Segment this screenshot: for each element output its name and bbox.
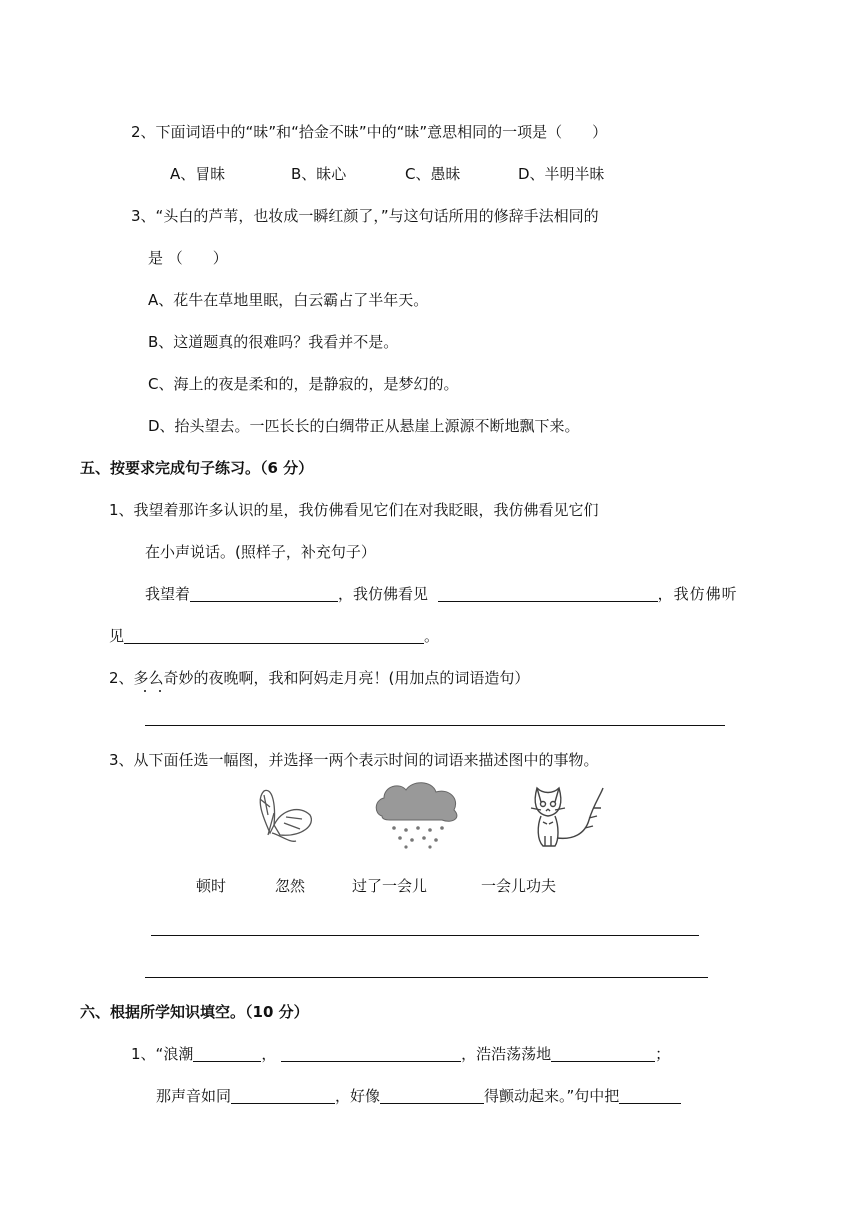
rain-cloud-icon — [372, 778, 464, 850]
q2-option-a: A、冒昧 — [170, 165, 226, 183]
sec5-q2-text: 2、多么奇妙的夜晚啊，我和阿妈走月亮！(用加点的词语造句） — [109, 669, 530, 687]
time-word: 一会儿功夫 — [481, 877, 557, 895]
sec5-q1-line1: 1、我望着那许多认识的星，我仿佛看见它们在对我眨眼，我仿佛看见它们 — [109, 501, 599, 519]
q3-option-d: D、抬头望去。一匹长长的白绸带正从悬崖上源源不断地飘下来。 — [148, 417, 580, 435]
question-3-stem-line2: 是 （ ） — [148, 249, 228, 267]
fill-prefix: 见 — [109, 627, 125, 645]
cat-icon — [523, 780, 609, 852]
section-6-heading: 六、根据所学知识填空。（10 分） — [80, 1003, 309, 1021]
fill-mid: ， — [261, 1045, 277, 1063]
q2-option-d: D、半明半昧 — [518, 165, 605, 183]
answer-blank[interactable] — [190, 586, 338, 602]
section-5-heading: 五、按要求完成句子练习。（6 分） — [80, 459, 314, 477]
q3-option-c: C、海上的夜是柔和的，是静寂的，是梦幻的。 — [148, 375, 459, 393]
fill-mid: 得颤动起来。”句中把 — [484, 1087, 620, 1105]
fill-mid: ，我仿佛看见 — [338, 585, 429, 603]
answer-blank[interactable] — [619, 1088, 681, 1104]
butterfly-icon — [250, 785, 322, 847]
sec5-q1-fill-row — [145, 584, 738, 604]
q2-option-c: C、愚昧 — [405, 165, 461, 183]
answer-blank[interactable] — [380, 1088, 484, 1104]
answer-line[interactable] — [151, 935, 699, 936]
answer-line[interactable] — [145, 977, 708, 978]
answer-blank[interactable] — [193, 1046, 261, 1062]
fill-end: 。 — [424, 627, 440, 645]
fill-prefix: 那声音如同 — [156, 1087, 232, 1105]
fill-prefix: 1、“浪潮 — [131, 1045, 194, 1063]
emphasis-dot — [159, 690, 161, 692]
question-2-stem: 2、下面词语中的“昧”和“拾金不昧”中的“昧”意思相同的一项是（ ） — [131, 123, 608, 141]
sec5-q3-text: 3、从下面任选一幅图，并选择一两个表示时间的词语来描述图中的事物。 — [109, 751, 599, 769]
fill-prefix: 我望着 — [145, 585, 191, 603]
sec6-q1-row2 — [156, 1086, 681, 1106]
answer-blank[interactable] — [231, 1088, 335, 1104]
sec5-q1-line2: 在小声说话。(照样子，补充句子） — [145, 543, 376, 561]
answer-blank[interactable] — [281, 1046, 461, 1062]
sec5-q1-fill-row2 — [109, 626, 439, 646]
question-3-stem-line1: 3、“头白的芦苇，也妆成一瞬红颜了，”与这句话所用的修辞手法相同的 — [131, 207, 599, 225]
time-word: 顿时 — [196, 877, 227, 895]
answer-blank[interactable] — [438, 586, 658, 602]
fill-end: ，我仿佛听 — [657, 585, 738, 603]
time-word: 忽然 — [275, 877, 306, 895]
fill-mid: ，好像 — [335, 1087, 381, 1105]
answer-line[interactable] — [145, 725, 725, 726]
answer-blank[interactable] — [551, 1046, 655, 1062]
sec6-q1-row1 — [131, 1044, 670, 1064]
q3-option-a: A、花牛在草地里眠，白云霸占了半年天。 — [148, 291, 429, 309]
answer-blank[interactable] — [124, 628, 424, 644]
q3-option-b: B、这道题真的很难吗？我看并不是。 — [148, 333, 399, 351]
emphasis-dot — [144, 690, 146, 692]
time-word: 过了一会儿 — [352, 877, 428, 895]
q2-option-b: B、昧心 — [291, 165, 347, 183]
fill-end: ； — [655, 1045, 671, 1063]
fill-mid: ，浩浩荡荡地 — [461, 1045, 552, 1063]
